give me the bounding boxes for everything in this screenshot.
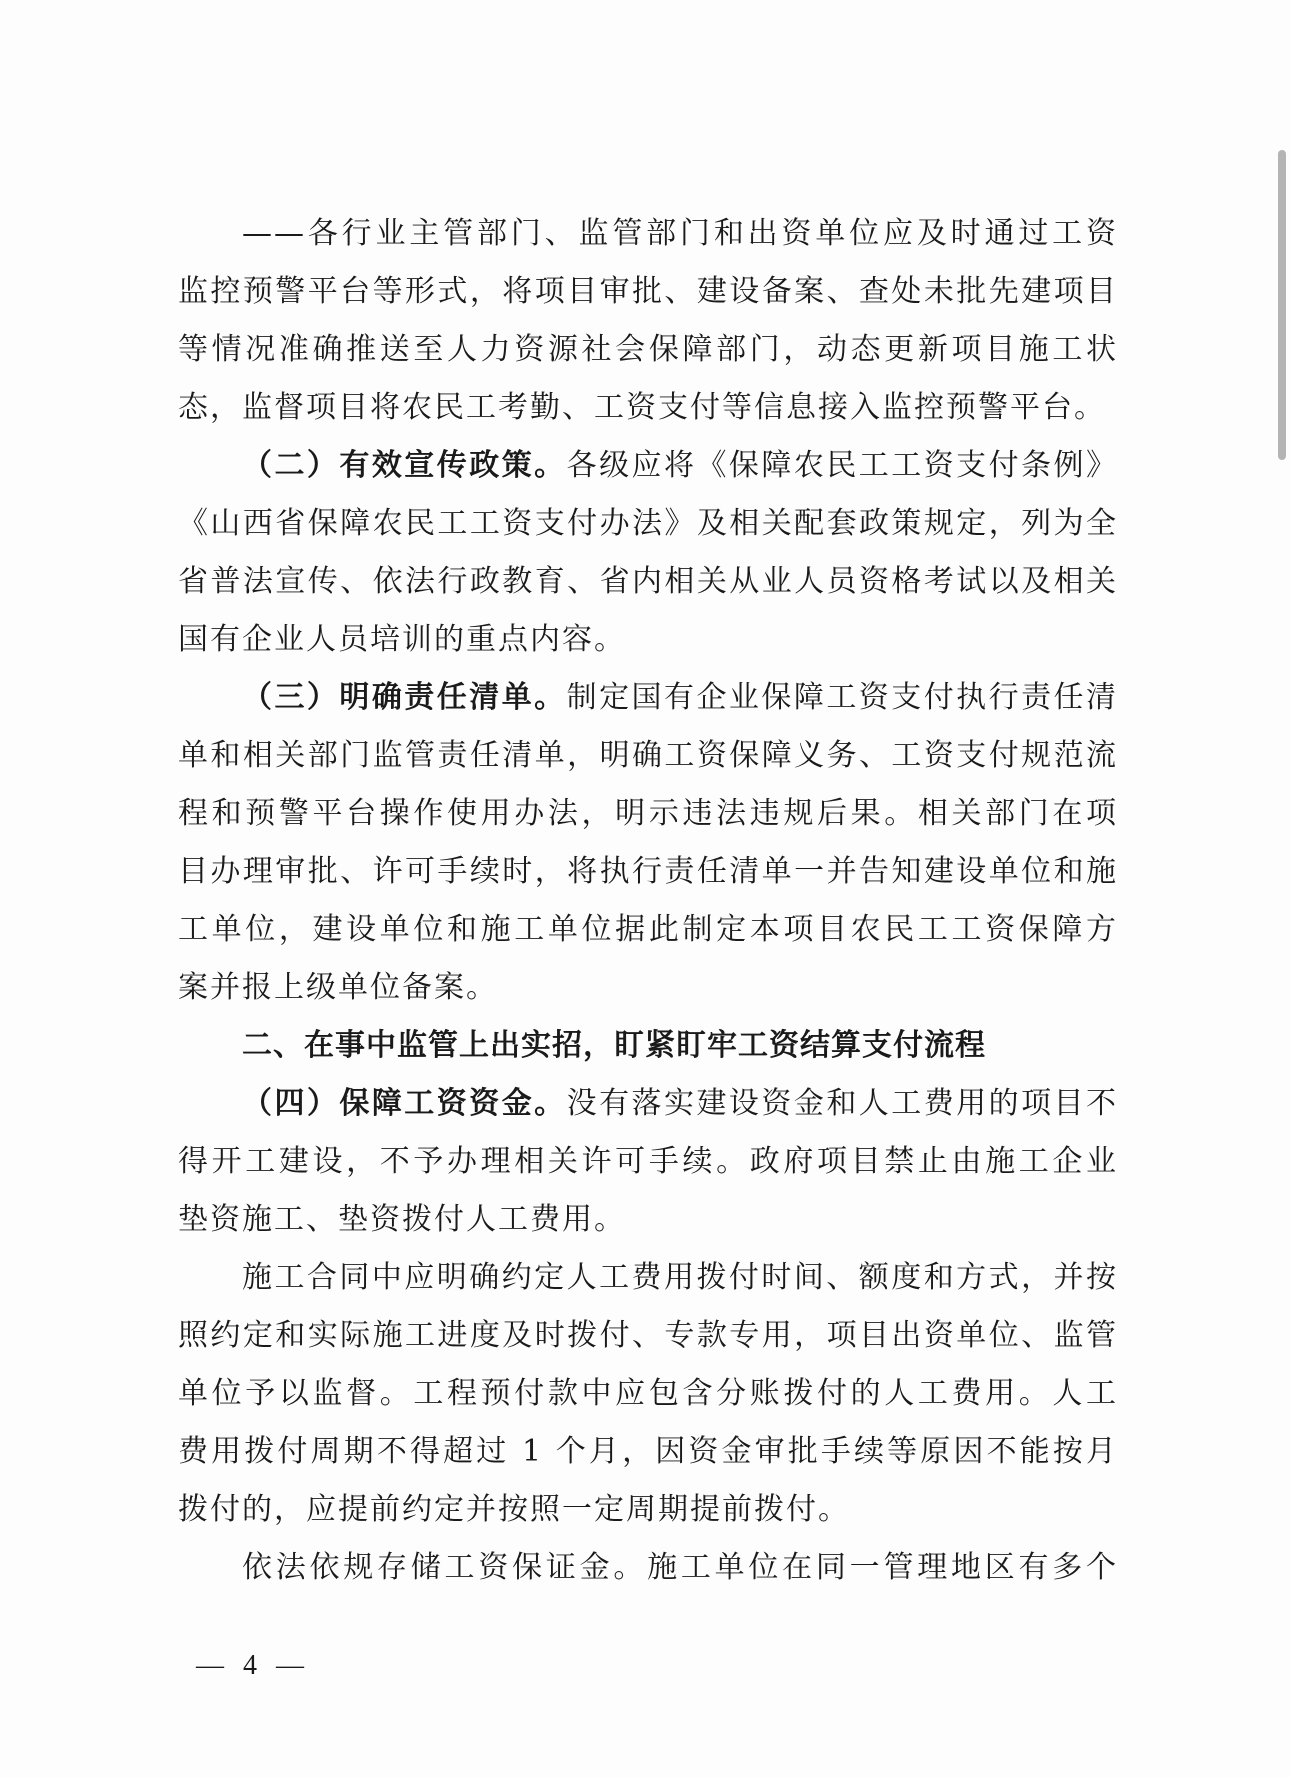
line-text: 各级应将《保障农民工工资支付条例》 — [566, 448, 1119, 483]
line-text: 等情况准确推送至人力资源社会保障部门，动态更新项目施工状 — [178, 332, 1118, 367]
paragraph-line — [178, 611, 1118, 669]
paragraph-line — [178, 1423, 1118, 1481]
document-body — [178, 205, 1118, 1597]
paragraph-lead: （二）有效宣传政策。 — [242, 448, 567, 483]
paragraph-line — [178, 785, 1118, 843]
paragraph-line — [178, 843, 1118, 901]
line-text: 单和相关部门监管责任清单，明确工资保障义务、工资支付规范流 — [178, 738, 1118, 773]
paragraph-line — [178, 321, 1118, 379]
line-text: 垫资施工、垫资拨付人工费用。 — [178, 1202, 626, 1237]
line-text: 省普法宣传、依法行政教育、省内相关从业人员资格考试以及相关 — [178, 564, 1118, 599]
paragraph-line — [178, 1539, 1118, 1597]
line-text: 费用拨付周期不得超过 1 个月，因资金审批手续等原因不能按月 — [178, 1434, 1118, 1469]
paragraph-line — [178, 495, 1118, 553]
line-text: 拨付的，应提前约定并按照一定周期提前拨付。 — [178, 1492, 850, 1527]
line-text: 《山西省保障农民工工资支付办法》及相关配套政策规定，列为全 — [178, 506, 1118, 541]
section-heading — [178, 1017, 1118, 1075]
paragraph-line — [178, 1249, 1118, 1307]
paragraph-lead: （三）明确责任清单。 — [242, 680, 567, 715]
paragraph-line — [178, 1365, 1118, 1423]
paragraph-lead: （四）保障工资资金。 — [242, 1086, 567, 1121]
scrollbar[interactable] — [1278, 150, 1286, 460]
line-text: 目办理审批、许可手续时，将执行责任清单一并告知建设单位和施 — [178, 854, 1118, 889]
line-text: 制定国有企业保障工资支付执行责任清 — [566, 680, 1119, 715]
paragraph-line — [178, 1481, 1118, 1539]
line-text: 工单位，建设单位和施工单位据此制定本项目农民工工资保障方 — [178, 912, 1118, 947]
paragraph-line — [178, 1307, 1118, 1365]
paragraph-line — [178, 437, 1118, 495]
line-text: 施工合同中应明确约定人工费用拨付时间、额度和方式，并按 — [242, 1260, 1118, 1295]
paragraph-line — [178, 263, 1118, 321]
line-text: ——各行业主管部门、监管部门和出资单位应及时通过工资 — [242, 216, 1118, 251]
page-number: — 4 — — [196, 1650, 310, 1681]
line-text: 单位予以监督。工程预付款中应包含分账拨付的人工费用。人工 — [178, 1376, 1118, 1411]
paragraph-line — [178, 379, 1118, 437]
line-text: 监控预警平台等形式，将项目审批、建设备案、查处未批先建项目 — [178, 274, 1118, 309]
line-text: 依法依规存储工资保证金。施工单位在同一管理地区有多个 — [242, 1550, 1118, 1585]
paragraph-line — [178, 727, 1118, 785]
line-text: 照约定和实际施工进度及时拨付、专款专用，项目出资单位、监管 — [178, 1318, 1118, 1353]
line-text: 案并报上级单位备案。 — [178, 970, 498, 1005]
paragraph-line — [178, 553, 1118, 611]
line-text: 得开工建设，不予办理相关许可手续。政府项目禁止由施工企业 — [178, 1144, 1118, 1179]
paragraph-line — [178, 901, 1118, 959]
paragraph-line — [178, 669, 1118, 727]
paragraph-line — [178, 1133, 1118, 1191]
line-text: 没有落实建设资金和人工费用的项目不 — [566, 1086, 1119, 1121]
line-text: 态，监督项目将农民工考勤、工资支付等信息接入监控预警平台。 — [178, 390, 1106, 425]
line-text: 国有企业人员培训的重点内容。 — [178, 622, 626, 657]
line-text: 程和预警平台操作使用办法，明示违法违规后果。相关部门在项 — [178, 796, 1118, 831]
paragraph-line — [178, 1191, 1118, 1249]
paragraph-line — [178, 205, 1118, 263]
paragraph-line — [178, 959, 1118, 1017]
paragraph-line — [178, 1075, 1118, 1133]
line-text: 二、在事中监管上出实招，盯紧盯牢工资结算支付流程 — [242, 1028, 986, 1063]
